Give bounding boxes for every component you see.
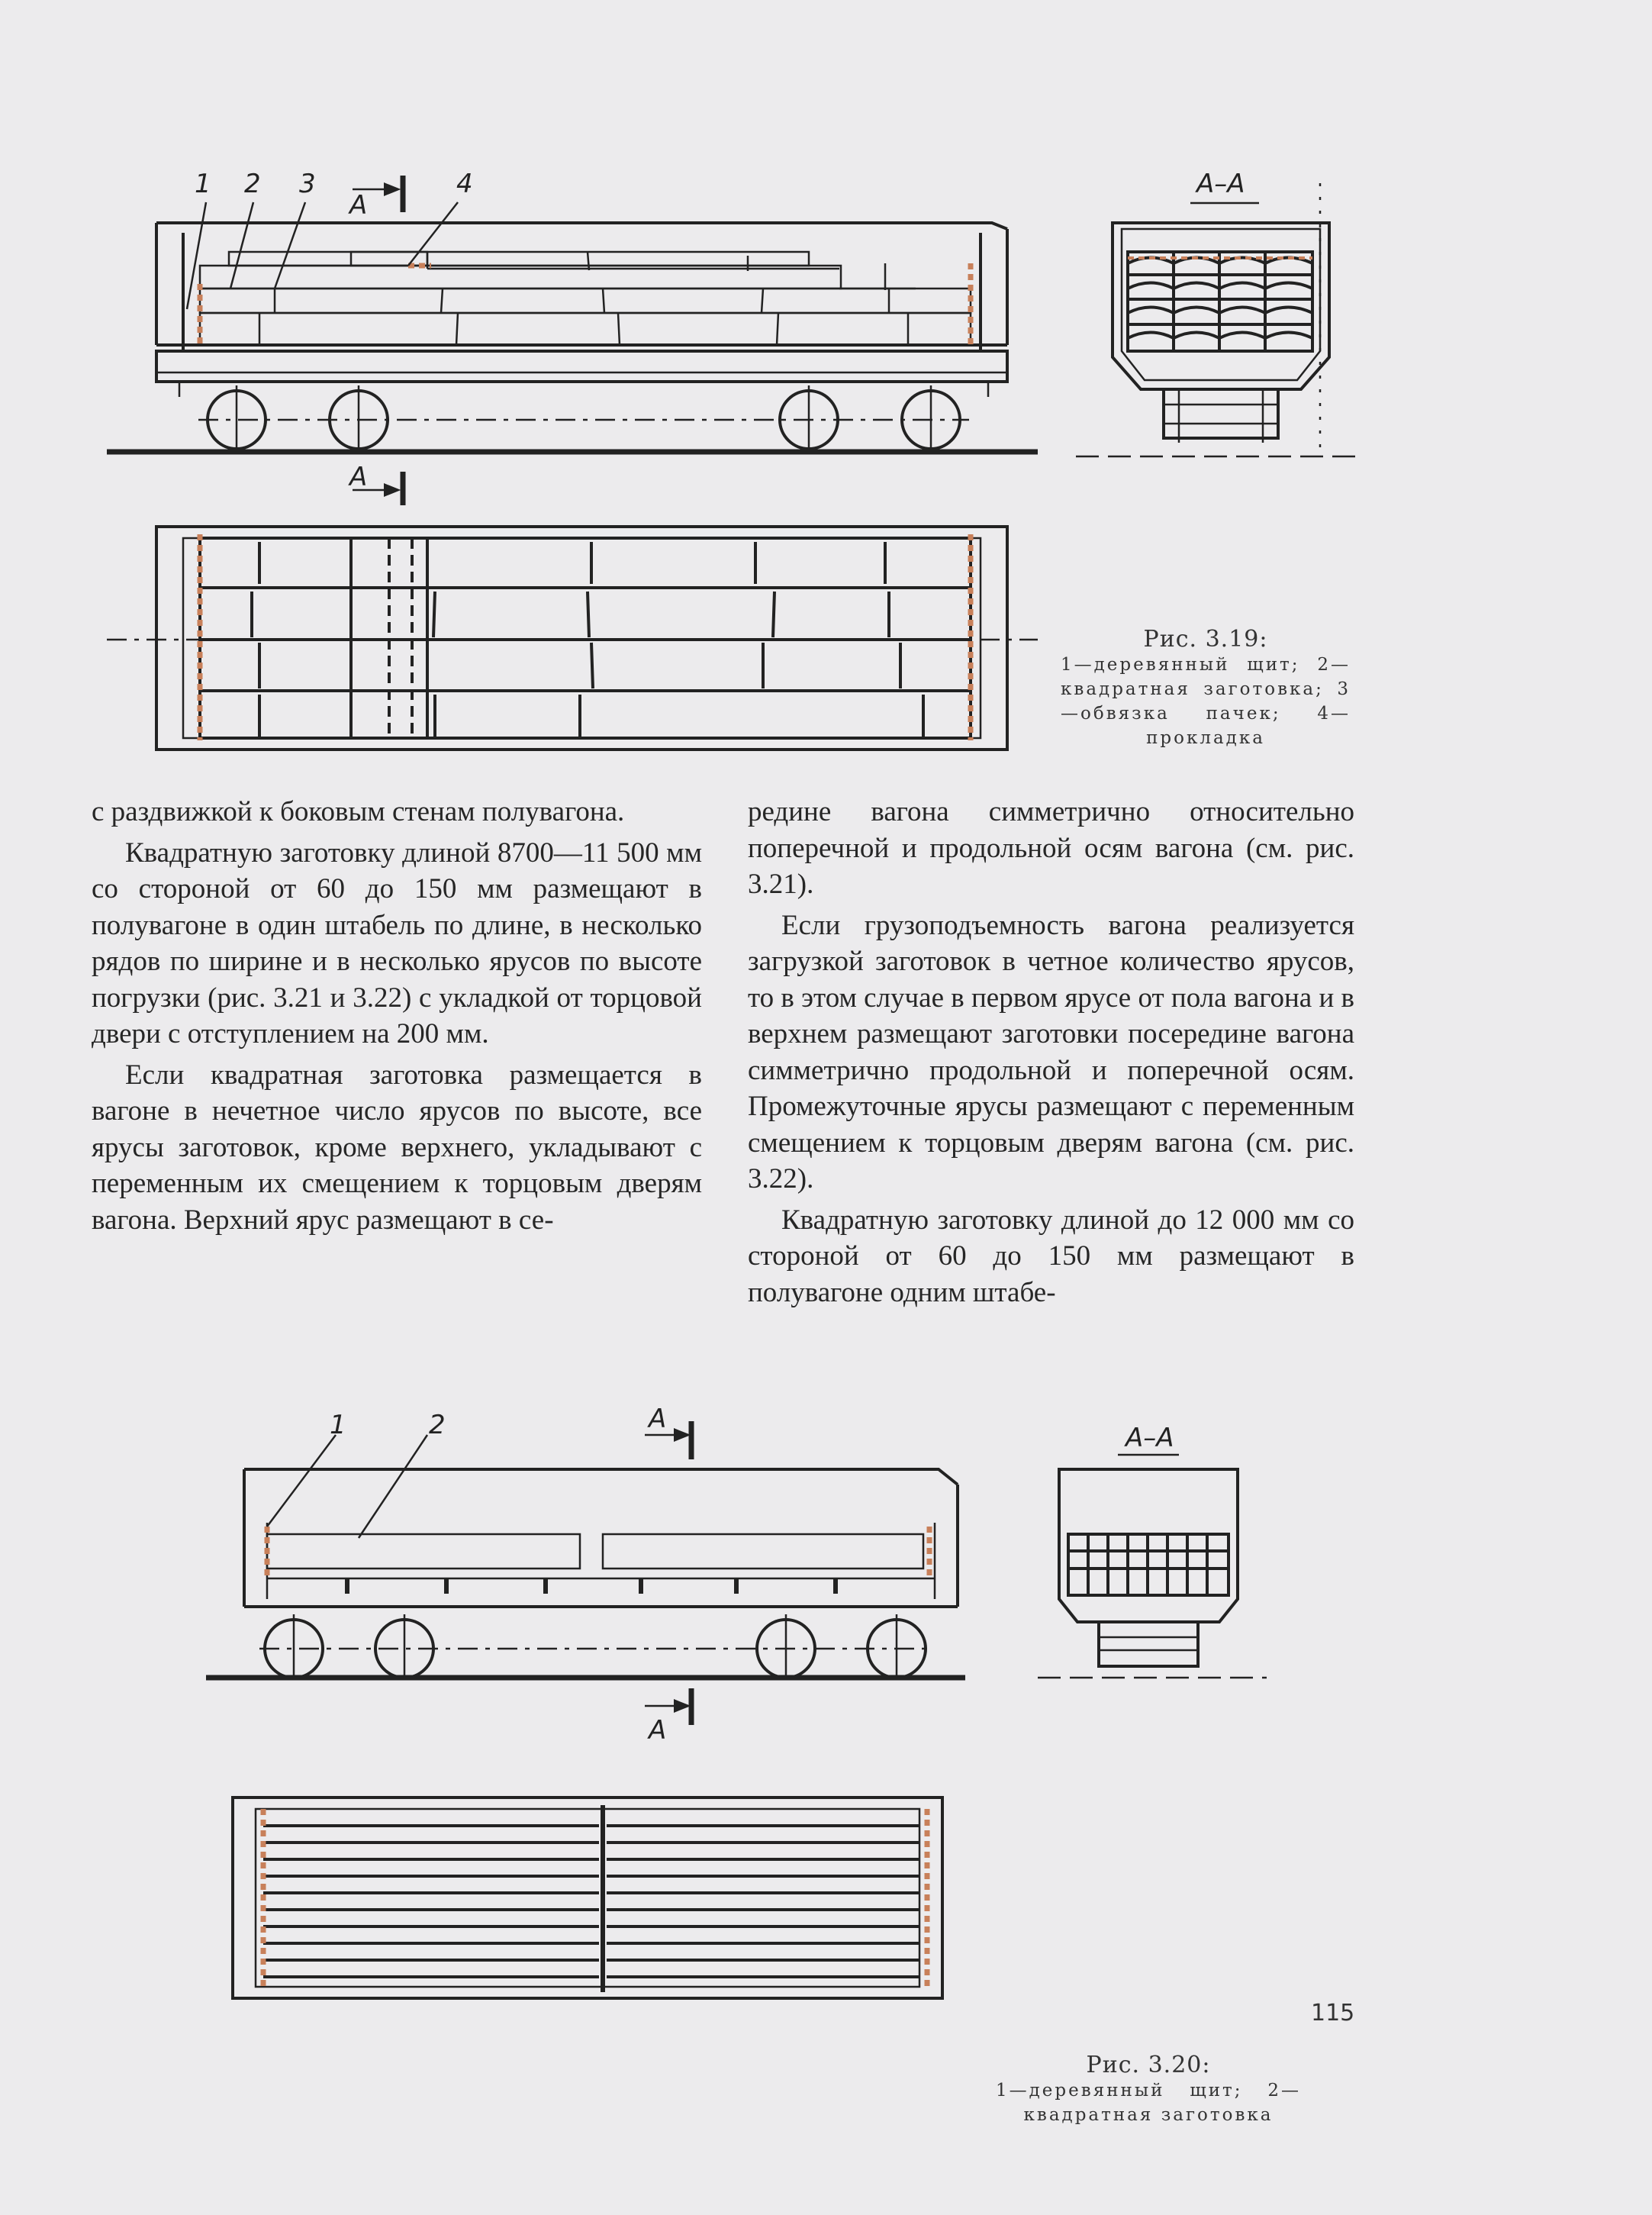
fig2-section-mark-top: A [649,1404,667,1434]
figure-3-19-caption-text: 1—деревянный щит; 2—квадратная заготовка; 3—обвязка пачек; 4—прокладка [1061,655,1351,748]
fig1-section-title: А–А [1196,169,1245,199]
page-number: 115 [1311,2000,1355,2026]
figure-3-19-caption-title: Рис. 3.19: [1143,626,1268,653]
paragraph-left-1: с раздвижкой к боковым стенам полувагона. [92,796,625,827]
fig2-section-mark-bottom: A [649,1715,667,1746]
fig1-label-1: 1 [195,169,211,199]
paragraph-right-1: редине вагона симметрично относительно поперечной и продольной осям вагона (см. рис. 3.21). [748,796,1354,900]
paragraph-right-2: Если грузоподъемность вагона реализуется загрузкой заготовок в четное количество ярусов, то в этом случае в первом ярусе от пола вагона и в верхнем размещают заготовки посередине вагона симметрично продольной и поперечной осям. Промежуточные ярусы размещают с переменным смещением к торцовым дверям вагона (см. рис. 3.22). [748,909,1354,1195]
fig1-section-mark-top: A [349,190,368,221]
fig2-label-2: 2 [429,1410,446,1440]
fig2-section-title: А–А [1125,1423,1174,1453]
fig1-label-3: 3 [299,169,316,199]
figure-3-20-caption-title: Рис. 3.20: [1086,2052,1211,2078]
paragraph-left-3: Если квадратная заготовка размещается в вагоне в нечетное число ярусов по высоте, все ярусы заготовок, кроме верхнего, укладывают с переменным их смещением к торцовым дверям вагона. Верхний ярус размещают в се- [92,1059,702,1236]
fig1-label-2: 2 [244,169,261,199]
figure-3-20-caption [996,2052,1301,2127]
figure-3-20-caption-text: 1—деревянный щит; 2—квадратная заготовка [996,2081,1301,2125]
fig1-section-mark-bottom: A [349,462,368,492]
paragraph-left-2: Квадратную заготовку длиной 8700—11 500 мм со стороной от 60 до 150 мм размещают в полувагоне в один штабель по длине, в несколько рядов по ширине и в несколько ярусов по высоте погрузки (рис. 3.21 и 3.22) с укладкой от торцовой двери с отступлением на 200 мм. [92,837,702,1049]
fig2-label-1: 1 [330,1410,346,1440]
fig1-label-4: 4 [456,169,473,199]
paragraph-right-3: Квадратную заготовку длиной до 12 000 мм со стороной от 60 до 150 мм размещают в полувагоне одним штабе- [748,1204,1354,1308]
